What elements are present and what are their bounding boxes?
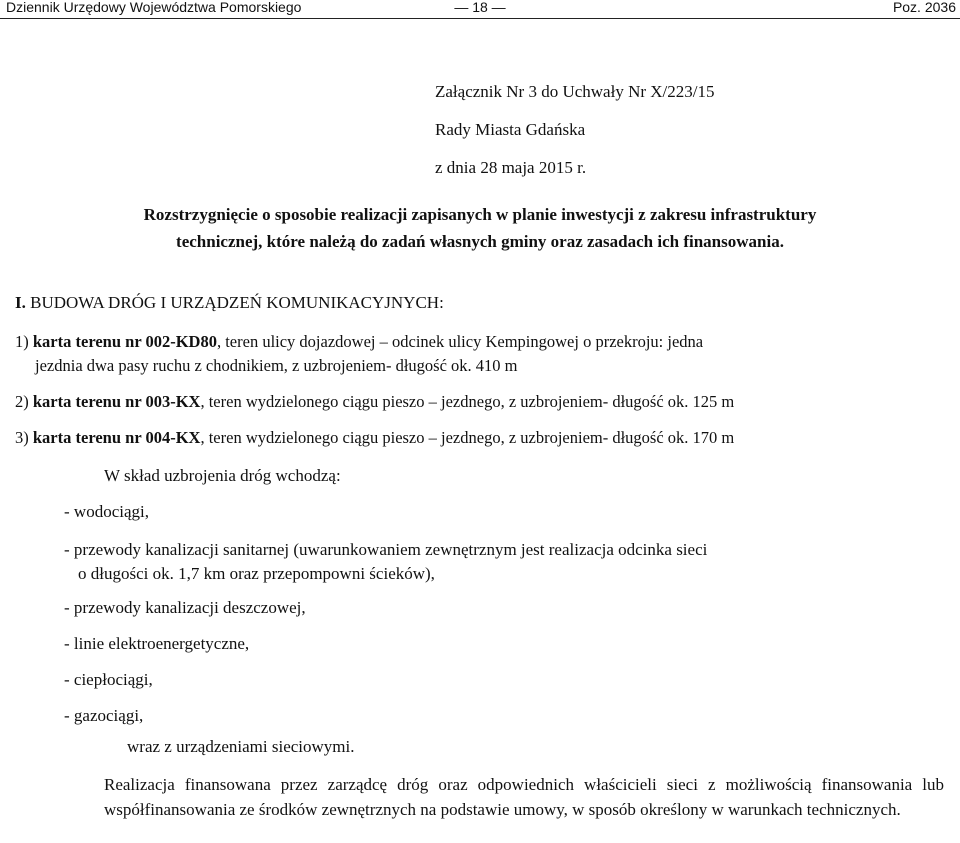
item-card: karta terenu nr 002-KD80 xyxy=(32,332,217,351)
utility-text-continued: o długości ok. 1,7 km oraz przepompowni ścieków), xyxy=(78,564,435,583)
utility-item: - ciepłociągi, xyxy=(64,670,153,689)
item-card: karta terenu nr 003-KX xyxy=(32,392,201,411)
utility-item: - gazociągi, xyxy=(64,706,144,725)
list-item xyxy=(15,390,943,414)
item-card: karta terenu nr 004-KX xyxy=(32,428,201,447)
header-divider xyxy=(0,18,960,19)
attachment-line-3: z dnia 28 maja 2015 r. xyxy=(435,158,587,177)
item-number: 1) xyxy=(15,332,29,351)
position-number: Poz. 2036 xyxy=(892,0,956,15)
utility-item: - linie elektroenergetyczne, xyxy=(64,634,250,653)
item-text-continued: jezdnia dwa pasy ruchu z chodnikiem, z uzbrojeniem- długość ok. 410 m xyxy=(35,356,518,375)
item-number: 3) xyxy=(15,428,29,447)
item-text: , teren wydzielonego ciągu pieszo – jezdnego, z uzbrojeniem- długość ok. 125 m xyxy=(200,392,735,411)
utility-item: - przewody kanalizacji deszczowej, xyxy=(64,598,306,617)
section-heading xyxy=(15,293,444,313)
section-title: BUDOWA DRÓG I URZĄDZEŃ KOMUNIKACYJNYCH: xyxy=(30,293,444,312)
list-item xyxy=(15,426,943,450)
financing-paragraph: Realizacja finansowana przez zarządcę dróg oraz odpowiednich właścicieli sieci z możliwością finansowania lub współfinansowania ze środków zewnętrznych na podstawie umowy, w sposób określony w warunkach technicznych. xyxy=(104,775,944,819)
attachment-line-2: Rady Miasta Gdańska xyxy=(435,120,586,139)
document-title xyxy=(0,201,960,255)
title-line-1: Rozstrzygnięcie o sposobie realizacji zapisanych w planie inwestycji z zakresu infrastruktury xyxy=(143,205,817,224)
page-header xyxy=(0,0,960,16)
item-text: , teren wydzielonego ciągu pieszo – jezdnego, z uzbrojeniem- długość ok. 170 m xyxy=(200,428,735,447)
item-text: , teren ulicy dojazdowej – odcinek ulicy Kempingowej o przekroju: jedna xyxy=(216,332,704,351)
utility-item xyxy=(64,538,944,586)
list-item xyxy=(15,330,943,378)
attachment-line-1: Załącznik Nr 3 do Uchwały Nr X/223/15 xyxy=(435,82,715,101)
section-number: I. xyxy=(15,293,26,312)
title-line-2: technicznej, które należą do zadań własnych gminy oraz zasadach ich finansowania. xyxy=(176,232,784,251)
utility-text: - przewody kanalizacji sanitarnej (uwarunkowaniem zewnętrznym jest realizacja odcinka sieci xyxy=(64,540,708,559)
page-number: — 18 — xyxy=(454,0,506,15)
utilities-closing: wraz z urządzeniami sieciowymi. xyxy=(127,737,355,756)
utility-item: - wodociągi, xyxy=(64,502,149,521)
journal-name: Dziennik Urzędowy Województwa Pomorskiego xyxy=(6,0,302,15)
item-number: 2) xyxy=(15,392,29,411)
utilities-intro: W skład uzbrojenia dróg wchodzą: xyxy=(104,466,341,485)
